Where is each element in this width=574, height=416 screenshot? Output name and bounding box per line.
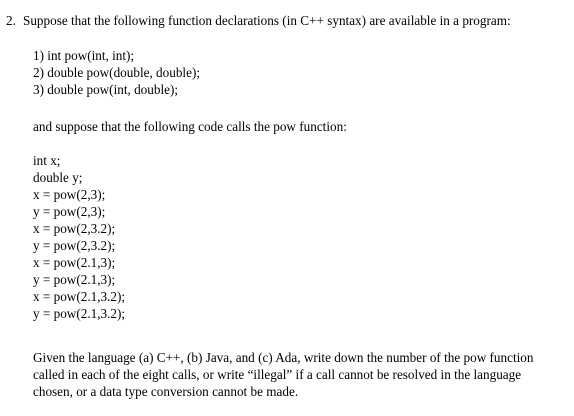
code-line: x = pow(2,3.2); [33,221,116,236]
question-text: Suppose that the following function declarations (in C++ syntax) are available in a program: [23,13,511,28]
code-line: y = pow(2,3.2); [33,238,116,253]
code-line: x = pow(2,3); [33,187,106,202]
instructions-line: chosen, or a data type conversion cannot be made. [33,384,299,399]
declaration-item: 2) double pow(double, double); [33,65,201,80]
code-line: x = pow(2.1,3.2); [33,289,126,304]
code-line: y = pow(2.1,3); [33,272,116,287]
code-intro-text: and suppose that the following code calls the pow function: [33,119,347,134]
declaration-item: 1) int pow(int, int); [33,48,135,63]
code-line: x = pow(2.1,3); [33,255,116,270]
code-line: int x; [33,153,61,168]
instructions-line: called in each of the eight calls, or write “illegal” if a call cannot be resolved in the language [33,367,522,382]
instructions-line: Given the language (a) C++, (b) Java, and (c) Ada, write down the number of the pow function [33,350,534,365]
code-line: double y; [33,170,83,185]
code-line: y = pow(2,3); [33,204,106,219]
question-number: 2. [6,13,16,28]
declaration-item: 3) double pow(int, double); [33,82,179,97]
code-line: y = pow(2.1,3.2); [33,306,126,321]
